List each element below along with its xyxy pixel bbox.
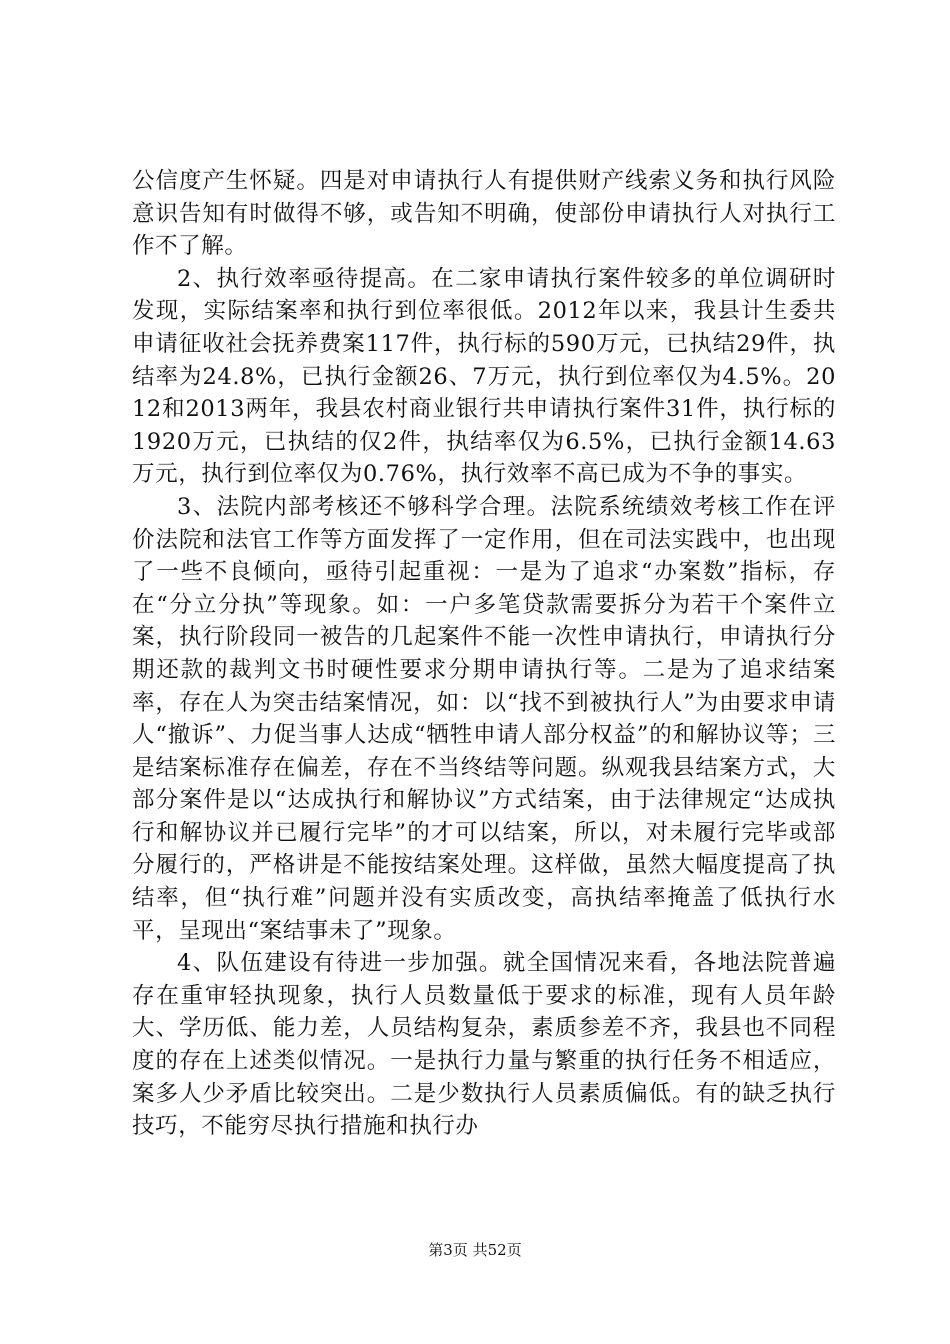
page-footer: 第3页 共52页	[428, 1241, 522, 1259]
paragraph-continuation: 公信度产生怀疑。四是对申请执行人有提供财产线索义务和执行风险意识告知有时做得不够，或告知不明确，使部份申请执行人对执行工作不了解。	[132, 168, 836, 260]
paragraph-execution-efficiency: 2、执行效率亟待提高。在二家申请执行案件较多的单位调研时发现，实际结案率和执行到位率很低。2012年以来，我县计生委共申请征收社会抚养费案117件，执行标的590万元，已执结29件，执结率为24.8%，已执行金额26、7万元，执行到位率仅为4.5%。2012和2013两年，我县农村商业银行共申请执行案件31件，执行标的1920万元，已执结的仅2件，执结率仅为6.5%，已执行金额14.63万元，执行到位率仅为0.76%，执行效率不高已成为不争的事实。	[132, 265, 836, 488]
document-body	[132, 165, 836, 1143]
paragraph-team-building: 4、队伍建设有待进一步加强。就全国情况来看，各地法院普遍存在重审轻执现象，执行人员数量低于要求的标准，现有人员年龄大、学历低、能力差，人员结构复杂，素质参差不齐，我县也不同程度的存在上述类似情况。一是执行力量与繁重的执行任务不相适应，案多人少矛盾比较突出。二是少数执行人员素质偏低。有的缺乏执行技巧，不能穷尽执行措施和执行办	[132, 950, 836, 1140]
paragraph-internal-assessment: 3、法院内部考核还不够科学合理。法院系统绩效考核工作在评价法院和法官工作等方面发挥了一定作用，但在司法实践中，也出现了一些不良倾向，亟待引起重视：一是为了追求“办案数”指标，存在“分立分执”等现象。如：一户多笔贷款需要拆分为若干个案件立案，执行阶段同一被告的几起案件不能一次性申请执行，申请执行分期还款的裁判文书时硬性要求分期申请执行等。二是为了追求结案率，存在人为突击结案情况，如：以“找不到被执行人”为由要求申请人“撤诉”、力促当事人达成“牺牲申请人部分权益”的和解协议等；三是结案标准存在偏差，存在不当终结等问题。纵观我县结案方式，大部分案件是以“达成执行和解协议”方式结案，由于法律规定“达成执行和解协议并已履行完毕”的才可以结案，所以，对未履行完毕或部分履行的，严格讲是不能按结案处理。这样做，虽然大幅度提高了执结率，但“执行难”问题并没有实质改变，高执结率掩盖了低执行水平，呈现出“案结事未了”现象。	[132, 493, 836, 944]
